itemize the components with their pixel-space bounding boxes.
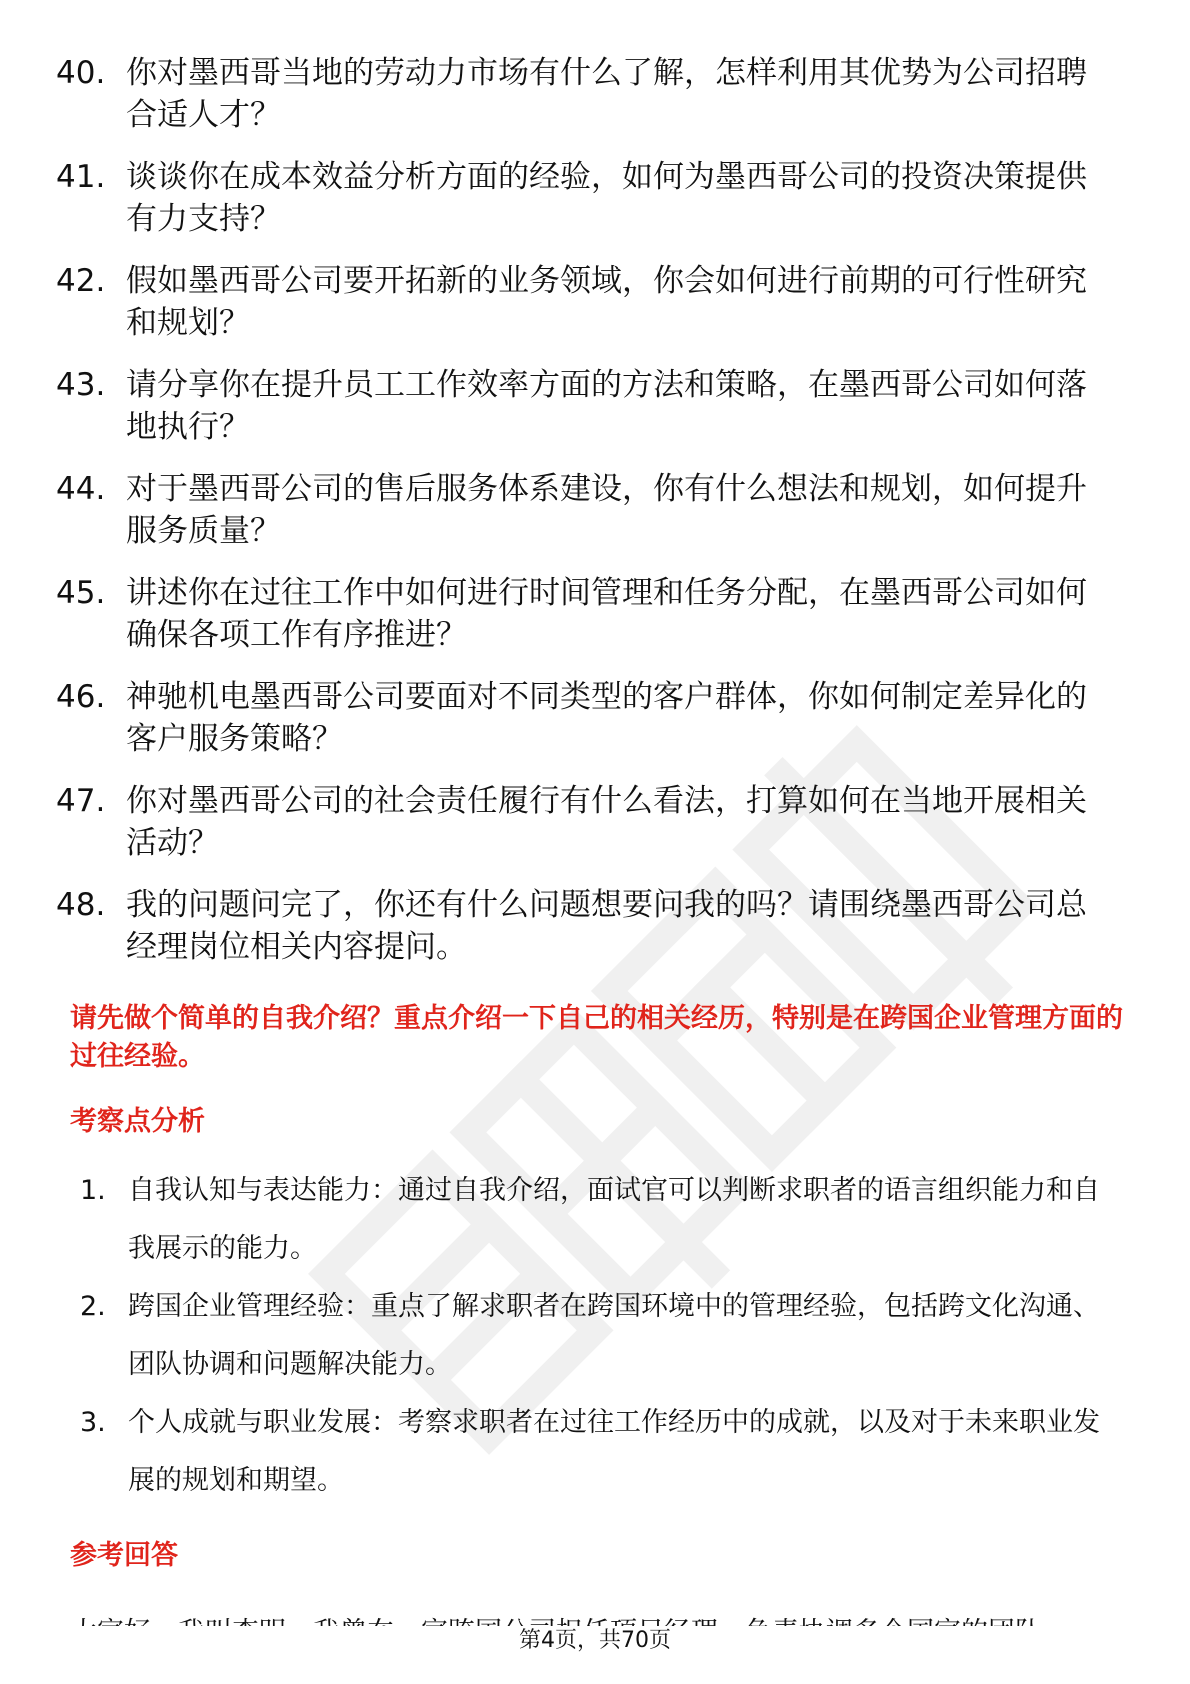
question-number: 46. [56,679,106,715]
question-text: 对于墨西哥公司的售后服务体系建设，你有什么想法和规划，如何提升服务质量？ [126,471,1087,549]
analysis-number: 2. [80,1291,106,1322]
question-item [56,52,1116,136]
analysis-number: 3. [80,1407,106,1438]
question-text: 神驰机电墨西哥公司要面对不同类型的客户群体，你如何制定差异化的客户服务策略？ [126,679,1087,757]
analysis-number: 1. [80,1175,106,1206]
page-footer [0,1626,1190,1656]
question-number: 42. [56,263,106,299]
analysis-heading: 考察点分析 [70,1106,205,1137]
question-text: 讲述你在过往工作中如何进行时间管理和任务分配，在墨西哥公司如何确保各项工作有序推进？ [126,575,1087,653]
analysis-list [80,1162,1120,1510]
question-text: 你对墨西哥公司的社会责任履行有什么看法，打算如何在当地开展相关活动？ [126,783,1087,861]
question-text: 谈谈你在成本效益分析方面的经验，如何为墨西哥公司的投资决策提供有力支持？ [126,159,1087,237]
question-number: 43. [56,367,106,403]
question-number: 45. [56,575,106,611]
question-number: 47. [56,783,106,819]
featured-question: 请先做个简单的自我介绍？重点介绍一下自己的相关经历，特别是在跨国企业管理方面的过往经验。 [70,1003,1123,1072]
question-number: 48. [56,887,106,923]
question-item [56,364,1116,448]
question-text: 请分享你在提升员工工作效率方面的方法和策略，在墨西哥公司如何落地执行？ [126,367,1087,445]
question-text: 你对墨西哥当地的劳动力市场有什么了解，怎样利用其优势为公司招聘合适人才？ [126,55,1087,133]
analysis-text: 自我认知与表达能力：通过自我介绍，面试官可以判断求职者的语言组织能力和自我展示的能力。 [128,1175,1100,1264]
question-item [56,780,1116,864]
question-item [56,260,1116,344]
answer-heading: 参考回答 [70,1540,178,1571]
page-number: 第4页，共70页 [515,1628,675,1653]
analysis-item [80,1162,1120,1278]
analysis-item [80,1278,1120,1394]
question-item [56,676,1116,760]
question-list [56,52,1116,988]
question-item [56,156,1116,240]
question-item [56,468,1116,552]
question-text: 假如墨西哥公司要开拓新的业务领域，你会如何进行前期的可行性研究和规划？ [126,263,1087,341]
question-item [56,572,1116,656]
analysis-item [80,1394,1120,1510]
question-number: 40. [56,55,106,91]
question-text: 我的问题问完了，你还有什么问题想要问我的吗？请围绕墨西哥公司总经理岗位相关内容提问。 [126,887,1087,965]
analysis-text: 个人成就与职业发展：考察求职者在过往工作经历中的成就，以及对于未来职业发展的规划和期望。 [128,1407,1100,1496]
analysis-text: 跨国企业管理经验：重点了解求职者在跨国环境中的管理经验，包括跨文化沟通、团队协调和问题解决能力。 [128,1291,1100,1380]
question-number: 41. [56,159,106,195]
question-number: 44. [56,471,106,507]
question-item [56,884,1116,968]
